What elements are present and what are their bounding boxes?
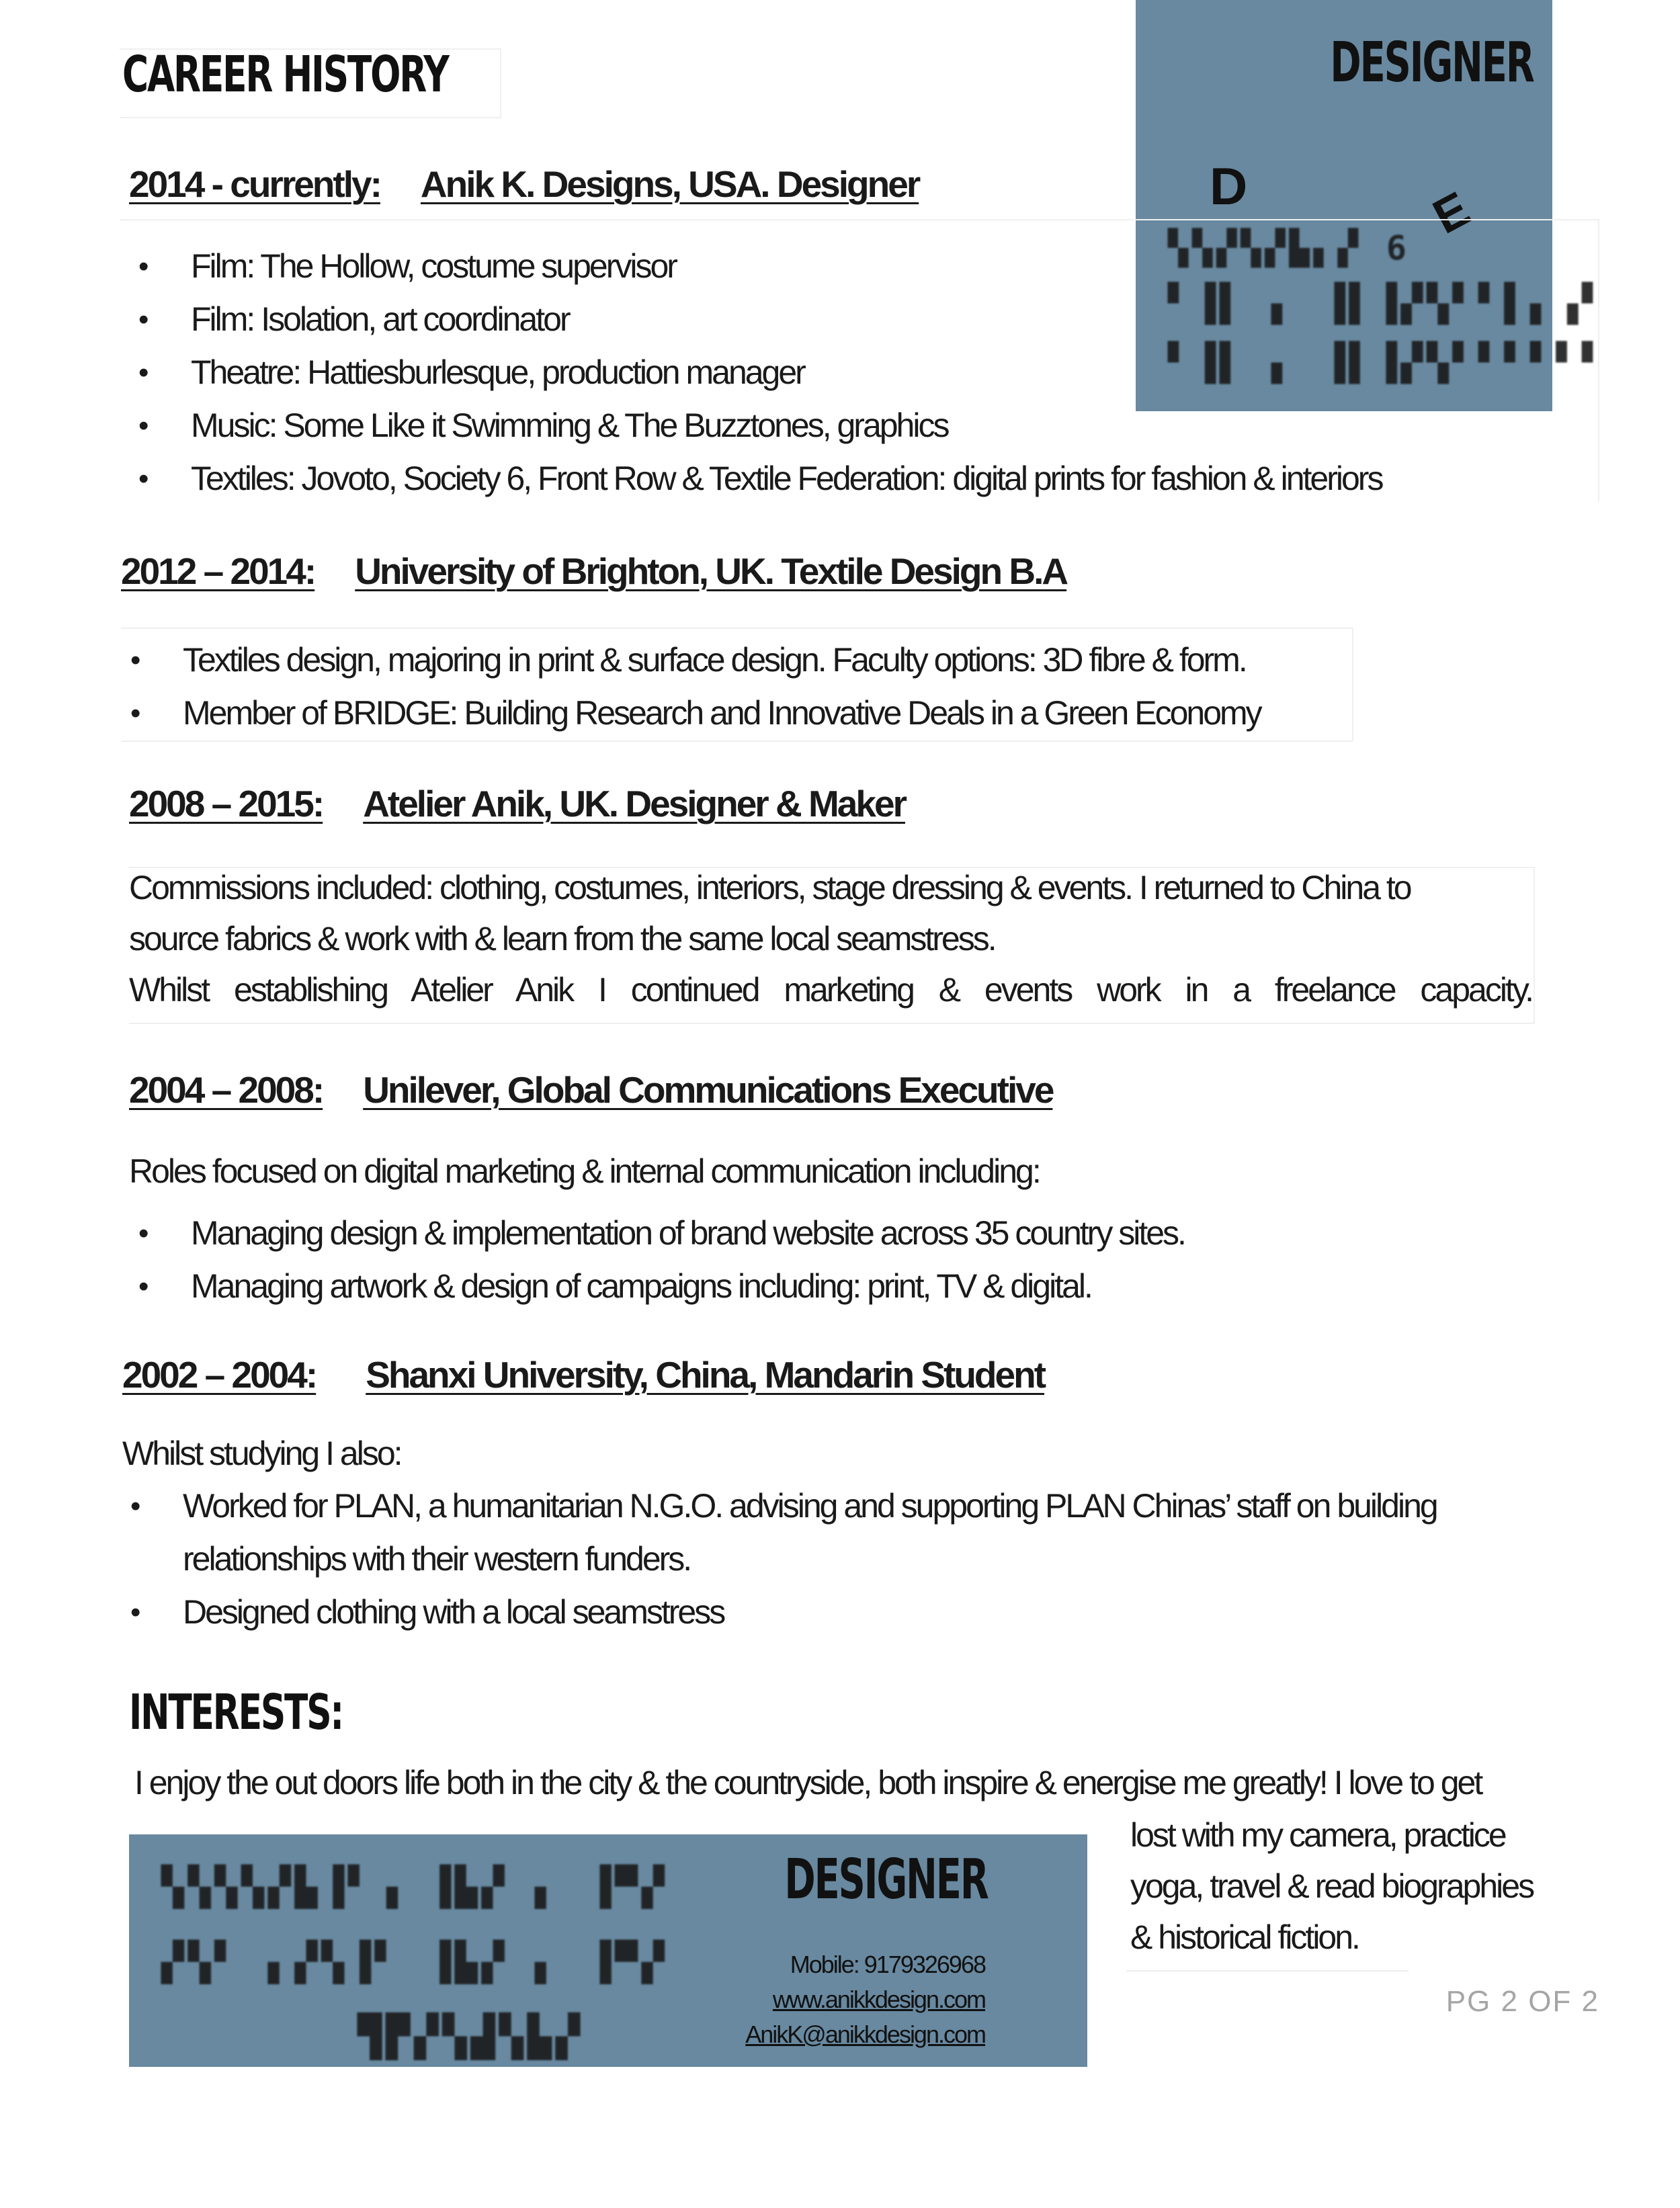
mobile-number: Mobile: 9179326968 <box>790 1951 985 1978</box>
list-item: • Worked for PLAN, a humanitarian N.G.O. advising and supporting PLAN Chinas’ staff on building <box>183 1480 1437 1533</box>
logo-letter-e: E <box>1425 181 1478 245</box>
section-org: Atelier Anik, UK. Designer & Maker <box>363 783 905 824</box>
section-intro: Whilst studying I also: <box>122 1435 401 1472</box>
contact-details <box>745 1947 985 2052</box>
list-item: • Film: Isolation, art coordinator <box>191 293 1382 346</box>
section-years: 2002 – 2004: <box>122 1354 317 1396</box>
list-item-continuation: relationships with their western funders. <box>183 1540 691 1578</box>
bullet-list <box>191 240 1382 505</box>
paragraph <box>129 862 1532 1015</box>
section-years: 2004 – 2008: <box>129 1069 323 1111</box>
logo-letter-d: D <box>1210 157 1248 216</box>
section-heading <box>121 550 1066 593</box>
section-years: 2008 – 2015: <box>129 783 323 824</box>
paragraph-line: Whilst establishing Atelier Anik I continued marketing & events work in a freelance capacity. <box>129 971 1532 1009</box>
section-org: Shanxi University, China, Mandarin Student <box>366 1354 1045 1396</box>
logo-glitch-line: ▘▐▌ ▖ ▐▌▐▞▚▘▘▘▘▘▘ <box>1168 341 1608 384</box>
list-item: • Managing artwork & design of campaigns including: print, TV & digital. <box>191 1260 1185 1313</box>
paragraph-line: Commissions included: clothing, costumes, interiors, stage dressing & events. I returned to China to <box>129 869 1411 906</box>
interests-title: INTERESTS: <box>129 1684 343 1740</box>
section-heading <box>129 1068 1052 1111</box>
interests-line: yoga, travel & read biographies <box>1130 1867 1534 1905</box>
website-link[interactable]: www.anikkdesign.com <box>772 1986 985 2013</box>
designer-badge: DESIGNER <box>1330 31 1534 95</box>
section-intro: Roles focused on digital marketing & internal communication including: <box>129 1152 1040 1190</box>
section-heading <box>129 163 919 206</box>
section-org: Unilever, Global Communications Executive <box>363 1069 1053 1111</box>
card-glitch-line: ▜▛▞▚▟▚▙▞ <box>358 2013 584 2060</box>
paragraph-line: source fabrics & work with & learn from the same local seamstress. <box>129 920 995 958</box>
list-item: • Textiles design, majoring in print & surface design. Faculty options: 3D fibre & form. <box>183 634 1261 687</box>
bullet-list <box>191 1207 1185 1313</box>
interests-line: lost with my camera, practice <box>1130 1816 1505 1854</box>
logo-glitch-line: ▚▚▞▚▞▙▖▞ 6 <box>1168 228 1411 267</box>
section-heading <box>122 1353 1044 1396</box>
section-org: University of Brighton, UK. Textile Design B.A <box>355 550 1067 592</box>
contact-card <box>129 1834 1087 2067</box>
list-item: • Managing design & implementation of brand website across 35 country sites. <box>191 1207 1185 1260</box>
bullet-list <box>183 1480 1437 1639</box>
divider <box>1126 1970 1409 1971</box>
interests-line: I enjoy the out doors life both in the city & the countryside, both inspire & energise me greatly! I love to get <box>134 1764 1482 1801</box>
page-number: PG 2 OF 2 <box>1445 1985 1599 2018</box>
designer-badge: DESIGNER <box>784 1848 988 1912</box>
list-item: • Theatre: Hattiesburlesque, production manager <box>191 346 1382 399</box>
logo-glitch-line: ▘▐▌ ▖ ▐▌▐▞▚▘▘▌▖▗▘ <box>1168 282 1608 325</box>
page-title: CAREER HISTORY <box>122 46 448 103</box>
list-item: • Textiles: Jovoto, Society 6, Front Row & Textile Federation: digital prints for fashion & interiors <box>191 452 1382 505</box>
bullet-list <box>183 634 1261 740</box>
list-item: • Designed clothing with a local seamstress <box>183 1586 1437 1639</box>
section-org: Anik K. Designs, USA. Designer <box>420 163 919 205</box>
interests-line: & historical fiction. <box>1130 1918 1359 1956</box>
section-years: 2012 – 2014: <box>121 550 315 592</box>
card-glitch-line: ▞▚▘ ▖▞▚▐▘ ▐▙▞ ▖ ▐▀▞ <box>161 1941 669 1984</box>
card-glitch-line: ▚▚▚▚▞▙▐▘▗ ▐▙▞ ▖ ▐▀▞ <box>161 1865 669 1909</box>
section-years: 2014 - currently: <box>129 163 380 205</box>
email-link[interactable]: AnikK@anikkdesign.com <box>745 2021 985 2048</box>
section-heading <box>129 782 905 825</box>
list-item: • Member of BRIDGE: Building Research and Innovative Deals in a Green Economy <box>183 687 1261 740</box>
list-item: • Music: Some Like it Swimming & The Buzztones, graphics <box>191 399 1382 452</box>
list-item: • Film: The Hollow, costume supervisor <box>191 240 1382 293</box>
